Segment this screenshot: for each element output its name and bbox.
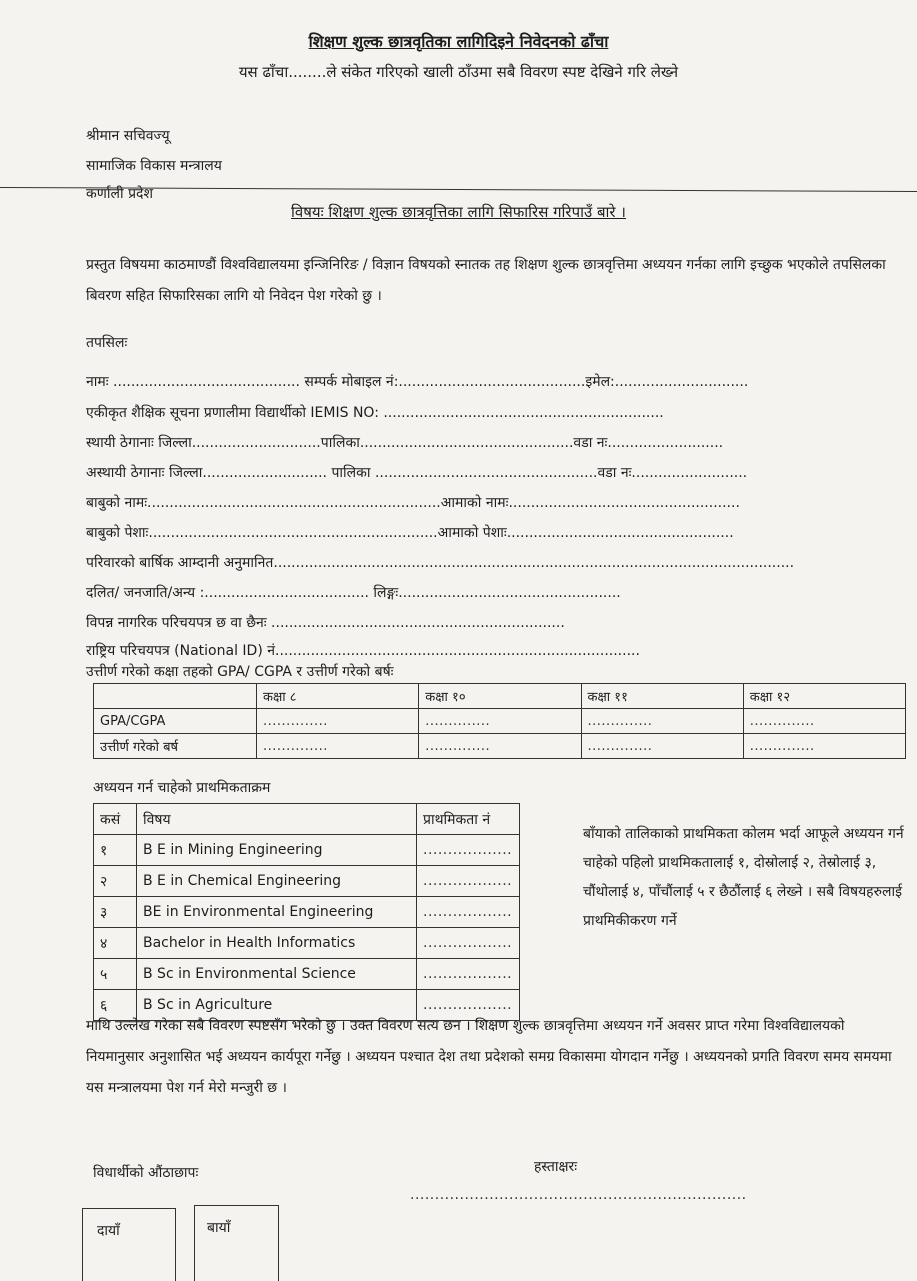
table-cell: .............. [419, 709, 581, 734]
table-cell: .............. [257, 709, 419, 734]
intro-paragraph: प्रस्तुत विषयमा काठमाण्डौं विश्वविद्यालयमा इन्जिनिरिङ / विज्ञान विषयको स्नातक तह शिक्षण शुल्क छात्रवृत्तिमा अध्ययन गर्नका लागि इच्छुक भएकोले तपसिलका बिवरण सहित सिफारिसका लागि यो निवेदन पेश गरेको छु । [86, 257, 886, 304]
table-header: कसं [94, 804, 137, 835]
declaration-paragraph: माथि उल्लेख गरेका सबै विवरण स्पष्टसँग भरेको छु । उक्त विवरण सत्य छन । शिक्षण शुल्क छात्रवृत्तिमा अध्ययन गर्ने अवसर प्राप्त गरेमा विश्वविद्यालयको नियमानुसार अनुशासित भई अध्ययन कार्यपूरा गर्नेछु । अध्ययन पश्चात देश तथा प्रदेशको समग्र विकासमा योगदान गर्नेछु । अध्ययनको प्रगति विवरण समय समयमा यस मन्त्रालयमा पेश गर्न मेरो मन्जुरी छ । [86, 1018, 892, 1096]
field-family-income: परिवारको बार्षिक आम्दानी अनुमानित..................................................................................................................... [86, 555, 795, 571]
table-header: कक्षा ८ [257, 684, 419, 709]
table-cell: GPA/CGPA [94, 709, 257, 734]
right-thumb-label: दायाँ [97, 1223, 120, 1239]
table-cell: .................. [417, 959, 520, 990]
table-cell: .............. [581, 734, 743, 759]
table-cell: .................. [417, 990, 520, 1021]
field-iemis: एकीकृत शैक्षिक सूचना प्रणालीमा विद्यार्थीको IEMIS NO: ............................................................... [86, 405, 664, 421]
table-row [94, 734, 906, 759]
table-cell [94, 684, 257, 709]
table-cell: .................. [417, 928, 520, 959]
subject-line: विषयः शिक्षण शुल्क छात्रवृत्तिका लागि सिफारिस गरिपाउँ बारे । [291, 203, 626, 221]
table-cell: .............. [257, 734, 419, 759]
table-cell: .................. [417, 897, 520, 928]
field-parent-occupations: बाबुको पेशाः.................................................................आमाको पेशाः................................................... [86, 525, 734, 541]
table-cell: .................. [417, 866, 520, 897]
table-header: प्राथमिकता नं [417, 804, 520, 835]
table-row [94, 684, 906, 709]
field-permanent-address: स्थायी ठेगानाः जिल्ला.............................पालिका................................................वडा नः.......................... [86, 435, 724, 451]
field-temporary-address: अस्थायी ठेगानाः जिल्ला............................ पालिका ..................................................वडा नः.......................... [86, 465, 748, 481]
field-gpa-heading: उत्तीर्ण गरेको कक्षा तहको GPA/ CGPA र उत्तीर्ण गरेको बर्षः [86, 664, 394, 680]
table-cell: .............. [743, 734, 905, 759]
signature-label: हस्ताक्षरः [534, 1159, 578, 1175]
table-cell: ५ [94, 959, 137, 990]
priority-note: बाँयाको तालिकाको प्राथमिकता कोलम भर्दा आफूले अध्ययन गर्न चाहेको पहिलो प्राथमिकतालाई १, दोस्रोलाई २, तेस्रोलाई ३, चौंथोलाई ४, पाँचौंलाई ५ र छैठौंलाई ६ लेख्ने । सबै विषयहरुलाई प्राथमिकीकरण गर्ने [583, 826, 904, 929]
table-cell: .............. [419, 734, 581, 759]
table-cell: B E in Chemical Engineering [137, 866, 417, 897]
table-row [94, 897, 520, 928]
table-cell: .............. [581, 709, 743, 734]
form-title: शिक्षण शुल्क छात्रवृतिका लागिदिइने निवेदनको ढाँचा [308, 32, 609, 51]
address-line-1: श्रीमान सचिवज्यू [86, 128, 170, 144]
table-cell: BE in Environmental Engineering [137, 897, 417, 928]
priority-table [93, 803, 520, 1021]
table-cell: उत्तीर्ण गरेको बर्ष [94, 734, 257, 759]
left-thumb-box [194, 1205, 279, 1281]
right-thumb-box [82, 1208, 176, 1281]
table-header: विषय [137, 804, 417, 835]
table-cell: B E in Mining Engineering [137, 835, 417, 866]
table-cell: .................. [417, 835, 520, 866]
field-caste-gender: दलित/ जनजाति/अन्य :..................................... लिङ्गः.................................................. [86, 585, 621, 601]
field-poor-id: विपन्न नागरिक परिचयपत्र छ वा छैनः .................................................................. [86, 615, 565, 631]
field-parent-names: बाबुको नामः..................................................................आमाको नामः.................................................... [86, 495, 740, 511]
table-row [94, 959, 520, 990]
form-instruction: यस ढाँचा........ले संकेत गरिएको खाली ठाँउमा सबै विवरण स्पष्ट देखिने गरि लेख्ने [238, 63, 679, 81]
field-national-id: राष्ट्रिय परिचयपत्र (National ID) नं.................................................................................. [86, 643, 640, 659]
field-name-mobile-email: नामः .......................................... सम्पर्क मोबाइल नं:..........................................इमेल:.............................. [86, 374, 749, 390]
table-cell: .............. [743, 709, 905, 734]
priority-heading: अध्ययन गर्न चाहेको प्राथमिकताक्रम [93, 780, 271, 796]
address-line-2: सामाजिक विकास मन्त्रालय [86, 158, 222, 174]
address-line-3: कर्णाली प्रदेश [86, 186, 153, 202]
table-cell: ६ [94, 990, 137, 1021]
table-header: कक्षा ११ [581, 684, 743, 709]
grades-table [93, 683, 906, 759]
table-row [94, 928, 520, 959]
table-row [94, 866, 520, 897]
signature-line: .................................................................... [410, 1187, 747, 1203]
table-row [94, 835, 520, 866]
table-row [94, 709, 906, 734]
tapasil-label: तपसिलः [86, 335, 128, 351]
table-header: कक्षा १२ [743, 684, 905, 709]
table-cell: B Sc in Agriculture [137, 990, 417, 1021]
table-cell: B Sc in Environmental Science [137, 959, 417, 990]
table-cell: १ [94, 835, 137, 866]
table-cell: २ [94, 866, 137, 897]
table-row [94, 804, 520, 835]
table-cell: ३ [94, 897, 137, 928]
table-cell: Bachelor in Health Informatics [137, 928, 417, 959]
table-cell: ४ [94, 928, 137, 959]
table-header: कक्षा १० [419, 684, 581, 709]
thumbprint-label: विधार्थीको औंठाछापः [93, 1165, 199, 1181]
left-thumb-label: बायाँ [207, 1220, 231, 1236]
